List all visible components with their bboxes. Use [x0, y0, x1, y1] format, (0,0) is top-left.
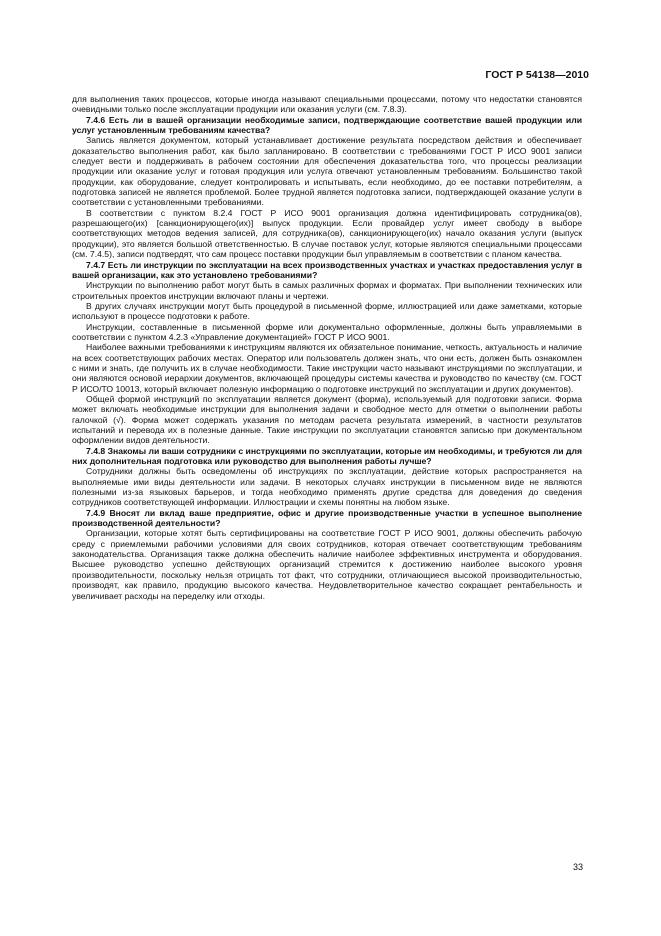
document-header: ГОСТ Р 54138—2010 [485, 69, 589, 81]
page-body [72, 94, 582, 601]
section-heading-7-4-9: 7.4.9 Вносят ли вклад ваше предприятие, офис и другие производственные участки в успешное выполнение производственной деятельности? [72, 507, 582, 529]
paragraph: Организации, которые хотят быть сертифицированы на соответствие ГОСТ Р ИСО 9001, должны обеспечить рабочую среду с приемлемыми рабочими условиями для своих сотрудников, которая отвечает соответствующим требованиям законодательства. Организация также должна обеспечить наличие наиболее эффективных инструмента и оборудования. Высшее руководство успешно действующих организаций стремится к достижению наиболее высокого уровня производительности, поскольку нельзя отрицать тот факт, что сотрудники, отличающиеся высокой производительностью, производят, как правило, продукцию высокого качества. Неудовлетворительное качество сокращает рентабельность и увеличивает расходы на переделку или отходы. [72, 528, 582, 601]
paragraph: Наиболее важными требованиями к инструкциям являются их обязательное понимание, четкость, актуальность и наличие на всех соответствующих рабочих местах. Оператор или пользователь должен знать, что они есть, должен быть ознакомлен с ними и знать, где получить их в случае необходимости. Такие инструкции часто называют инструкциями по эксплуатации, и они являются основой иерархии документов, включающей процедуры системы качества и руководство по качеству (см. ГОСТ Р ИСО/ТО 10013, который включает полезную информацию о подготовке инструкций по эксплуатации и других документов). [72, 342, 582, 394]
section-heading-7-4-6: 7.4.6 Есть ли в вашей организации необходимые записи, подтверждающие соответствие вашей продукции или услуг установленным требованиям качества? [72, 114, 582, 136]
section-heading-7-4-8: 7.4.8 Знакомы ли ваши сотрудники с инструкциями по эксплуатации, которые им необходимы, и требуются ли для них дополнительная подготовка или руководство для выполнения работы лучше? [72, 445, 582, 467]
section-heading-7-4-7: 7.4.7 Есть ли инструкции по эксплуатации на всех производственных участках и участках предоставления услуг в вашей организации, как это установлено требованиями? [72, 259, 582, 280]
paragraph: Запись является документом, который устанавливает достижение результата посредством действия и обеспечивает доказательство выполнения работ, как было запланировано. В соответствии с требованиями ГОСТ Р ИСО 9001 записи следует вести и поддерживать в рабочем состоянии для обеспечения доказательства того, что процессы реализации продукции или оказание услуг и готовая продукция или услуга отвечают установленным требованиям. Большинство такой продукции, как оборудование, следует контролировать и испытывать, если необходимо, до ее поставки потребителям, а подготовка записей не является проблемой. Более трудной является подготовка записи, подтверждающей оказание услуги в соответствии с установленными требованиями. [72, 135, 582, 208]
paragraph: Инструкции, составленные в письменной форме или документально оформленные, должны быть управляемыми в соответствии с пунктом 4.2.3 «Управление документацией» ГОСТ Р ИСО 9001. [72, 321, 582, 342]
paragraph-continuation: для выполнения таких процессов, которые иногда называют специальными процессами, потому что недостатки становятся очевидными только после эксплуатации продукции или оказания услуги (см. 7.8.3). [72, 94, 582, 115]
page-number: 33 [572, 862, 583, 872]
paragraph: Общей формой инструкций по эксплуатации является документ (форма), используемый для подготовки записи. Форма может включать необходимые инструкции для выполнения задачи и свободное место для отметки о выполнении работы галочкой (√). Форма может содержать указания по методам расчета результата измерений, в частности результатов испытаний и перевода их в полезные данные. Такие инструкции по эксплуатации становятся записью при документальном оформлении видов деятельности. [72, 393, 582, 446]
paragraph: В других случаях инструкции могут быть процедурой в письменной форме, иллюстрацией или даже заметками, которые используют в процессе подготовки к работе. [72, 300, 582, 322]
paragraph: Инструкции по выполнению работ могут быть в самых различных формах и форматах. При выполнении технических или строительных проектов инструкции включают планы и чертежи. [72, 280, 582, 301]
paragraph: Сотрудники должны быть осведомлены об инструкциях по эксплуатации, действие которых распространяется на выполняемые ими виды деятельности или задачи. В некоторых случаях инструкции в письменном виде не являются полезными из-за языковых барьеров, и тогда необходимо применять другие средства для доведения до сведения сотрудников соответствующей информации. Иллюстрации и схемы понятны на любом языке. [72, 466, 582, 508]
paragraph: В соответствии с пунктом 8.2.4 ГОСТ Р ИСО 9001 организация должна идентифицировать сотрудника(ов), разрешающего(их) [санкционирующего(их)] выпуск продукции. Если провайдер услуг имеет свободу в выборе соответствующих методов ведения записей, для сотрудника(ов), санкционирующего(их) начало оказания услуги (выпуск продукции), это является большой ответственностью. В случае поставок услуг, которые являются специальными процессами (см. 7.4.5), записи подтвердят, что сам процесс поставки продукции был управляемым в соответствии с планом качества. [72, 207, 582, 260]
